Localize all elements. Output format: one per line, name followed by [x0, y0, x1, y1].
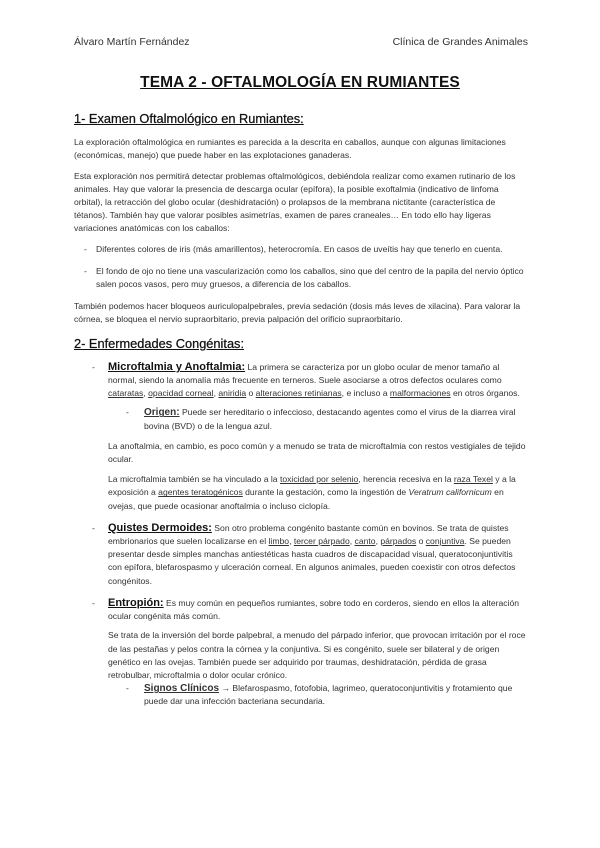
section-2-heading: 2- Enfermedades Congénitas:	[74, 335, 245, 351]
s1-paragraph-2: Esta exploración nos permitirá detectar problemas oftalmológicos, debiéndola realizar como examen rutinario de los animales. Hay que valorar la presencia de descarga ocular (epífora), la posible exoftalmia (indicativo de linfoma orbital), la retracción del globo ocular (deshidratación) o prolapsos de la membrana nictitante (característica de tétanos). También hay que valorar posibles asimetrías, examen de pares craneales… En todo ello hay ligeras variaciones anatómicas con los caballos:	[74, 170, 516, 234]
term-entropion: Entropión:	[108, 596, 164, 609]
term-quistes: Quistes Dermoides:	[108, 521, 212, 534]
microftalmia-causes-paragraph: La microftalmia también se ha vinculado a la toxicidad por selenio, herencia recesiva en la raza Texel y a la exposición a agentes teratogénicos durante la gestación, como la ingestión de Veratrum californicum en ovejas, que puede ocasionar anoftalmia o incluso ciclopía.	[108, 474, 516, 511]
s1-paragraph-3: También podemos hacer bloqueos auriculopalpebrales, previa sedación (dosis más leves de xilacina). Para valorar la córnea, se bloquea el nervio supraorbitario, previa palpación del orificio supraorbitario.	[74, 301, 521, 325]
document-title: TEMA 2 - OFTALMOLOGÍA EN RUMIANTES	[140, 74, 460, 91]
document-body	[74, 112, 528, 718]
term-signos: Signos Clínicos	[144, 683, 220, 695]
header-author: Álvaro Martín Fernández	[74, 36, 190, 48]
section-1-heading: 1- Examen Oftalmológico en Rumiantes:	[74, 111, 304, 126]
s1-paragraph-1: La exploración oftalmológica en rumiantes es parecida a la descrita en caballos, aunque con algunas limitaciones (económicas, manejo) que puede haber en las explotaciones ganaderas.	[74, 137, 506, 161]
item-entropion: - Entropión: Es muy común en pequeños rumiantes, sobre todo en corderos, siendo en ellos la alteración ocular congénita más común. Se trata de la inversión del borde palpebral, a menudo del párpado inferior, que provocan irritación por el roce de las pestañas y pelos contra la córnea y la conjuntiva. Si es congénito, suele ser bilateral y de origen genético en las ovejas. También puede ser adquirido por traumas, deshidratación, pérdida de grasa retrobulbar, microftalmia o dolor ocular crónico. - Signos Clínicos → Blefarospasmo, fotofobia, lagrimeo, queratoconjuntivitis y frotamiento que puede dar una infección bacteriana secundaria.	[74, 597, 528, 709]
list-item: - Diferentes colores de iris (más amarillentos), heterocromía. En casos de uveítis hay que tenerlo en cuenta.	[84, 243, 503, 254]
term-origen: Origen:	[144, 407, 180, 419]
list-item: - El fondo de ojo no tiene una vascularización como los caballos, sino que del centro de la papila del nervio óptico salen pocos vasos, pero muy gruesos, a diferencia de los caballos.	[84, 265, 524, 290]
page-header	[74, 36, 528, 48]
s1-bullet-list	[74, 243, 528, 292]
item-microftalmia: - Microftalmia y Anoftalmia: La primera se caracteriza por un globo ocular de menor tamaño al normal, siendo la anomalía más frecuente en terneros. Suele asociarse a otros defectos oculares como cataratas, opacidad corneal, aniridia o alteraciones retinianas, e incluso a malformaciones en otros órganos. - Origen: Puede ser hereditario o infeccioso, destacando agentes como el virus de la diarrea viral bovina (BVD) o de la lengua azul. La anoftalmia, en cambio, es poco común y a menudo se trata de microftalmia con restos vestigiales de tejido ocular. La microftalmia también se ha vinculado a la toxicidad por selenio, herencia recesiva en la raza Texel y a la exposición a agentes teratogénicos durante la gestación, como la ingestión de Veratrum californicum en ovejas, que puede ocasionar anoftalmia o incluso ciclopía.	[74, 361, 528, 513]
item-origen: - Origen: Puede ser hereditario o infeccioso, destacando agentes como el virus de la diarrea viral bovina (BVD) o de la lengua azul.	[126, 407, 516, 431]
item-quistes: - Quistes Dermoides: Son otro problema congénito bastante común en bovinos. Se trata de quistes embrionarios que suelen localizarse en el limbo, tercer párpado, canto, párpados o conjuntiva. Se pueden presentar desde simples manchas antiestéticas hasta cuadros de discapacidad visual, queratoconjuntivitis con epífora, blefarospasmo y ulceración corneal. En algunos animales, pueden coexistir con otros defectos congénitos.	[92, 521, 516, 586]
term-microftalmia: Microftalmia y Anoftalmia:	[108, 360, 246, 373]
entropion-paragraph: Se trata de la inversión del borde palpebral, a menudo del párpado inferior, que provocan irritación por el roce de las pestañas y pelos contra la córnea y la conjuntiva. Si es congénito, suele ser bilateral y de origen genético en las ovejas. También puede ser adquirido por traumas, deshidratación, pérdida de grasa retrobulbar, microftalmia o dolor ocular crónico.	[108, 630, 526, 680]
header-course: Clínica de Grandes Animales	[392, 36, 528, 48]
item-signos: - Signos Clínicos → Blefarospasmo, fotofobia, lagrimeo, queratoconjuntivitis y frotamiento que puede dar una infección bacteriana secundaria.	[126, 683, 513, 707]
anoftalmia-paragraph: La anoftalmia, en cambio, es poco común y a menudo se trata de microftalmia con restos vestigiales de tejido ocular.	[108, 440, 526, 465]
